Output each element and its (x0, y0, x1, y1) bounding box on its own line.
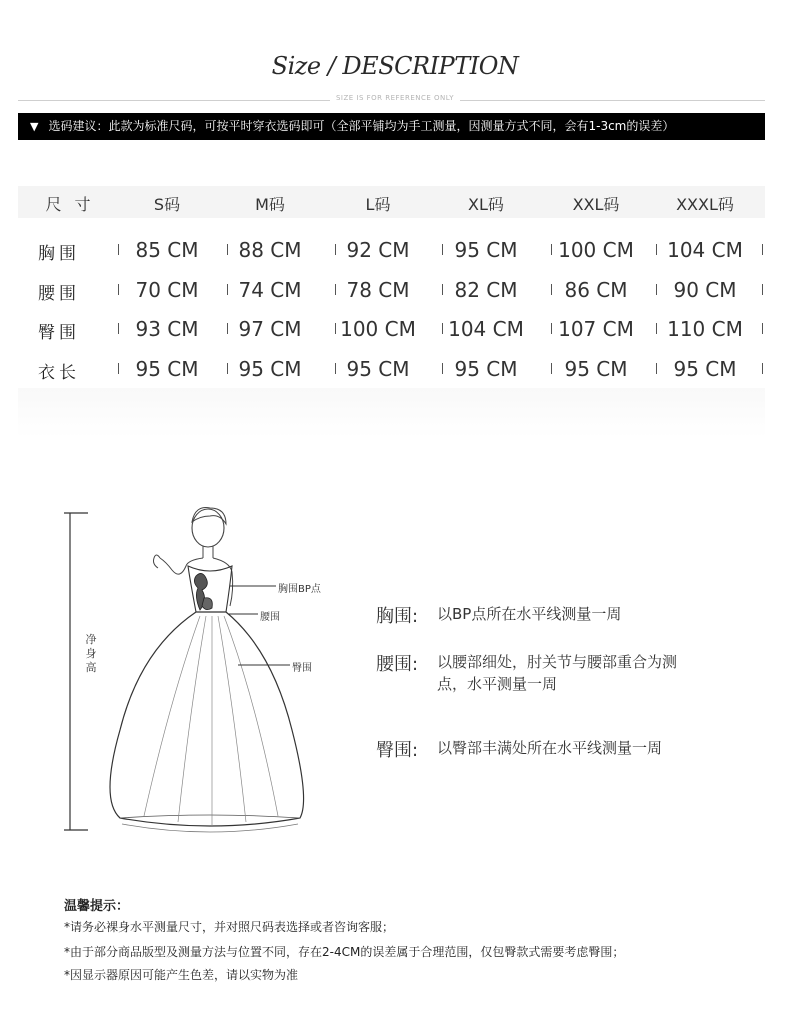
size-value-cell: 95 CM (238, 357, 302, 381)
size-value-cell: 92 CM (346, 238, 410, 262)
size-value-cell: 95 CM (454, 238, 518, 262)
size-value-cell: 95 CM (135, 357, 199, 381)
hip-annotation: 臀围 (292, 663, 312, 674)
page-subtitle: SIZE IS FOR REFERENCE ONLY (0, 94, 790, 102)
measure-guide-text: 以BP点所在水平线测量一周 (437, 605, 622, 623)
size-value-cell: 110 CM (667, 317, 743, 341)
measure-guide-label: 胸围: (376, 606, 419, 627)
measure-guide-label: 腰围: (376, 654, 419, 675)
size-column-header: S码 (153, 195, 181, 214)
table-footer-band (18, 388, 765, 438)
size-value-cell: 82 CM (454, 278, 518, 302)
size-value-cell: 95 CM (346, 357, 410, 381)
size-value-cell: 74 CM (238, 278, 302, 302)
measure-guide-label: 臀围: (376, 740, 419, 761)
measurement-row-label: 衣长 (38, 363, 80, 383)
tip-item: *由于部分商品版型及测量方法与位置不同，存在2-4CM的误差属于合理范围，仅包臀款式需要考虑臀围； (64, 945, 625, 959)
size-value-cell: 97 CM (238, 317, 302, 341)
size-value-cell: 95 CM (564, 357, 628, 381)
size-value-cell: 86 CM (564, 278, 628, 302)
cell-separator (762, 323, 763, 334)
size-value-cell: 70 CM (135, 278, 199, 302)
size-value-cell: 100 CM (340, 317, 416, 341)
size-value-cell: 93 CM (135, 317, 199, 341)
size-column-header: L码 (365, 195, 391, 214)
measure-guide-text: 以腰部细处，肘关节与腰部重合为测 (437, 653, 678, 671)
dress-figure-illustration (60, 500, 320, 840)
size-value-cell: 90 CM (673, 278, 737, 302)
bust-annotation: 胸围BP点 (278, 584, 321, 595)
measurement-row-label: 腰围 (38, 284, 80, 304)
cell-separator (762, 363, 763, 374)
size-advice-banner (18, 113, 765, 140)
page-title: Size / DESCRIPTION (271, 52, 519, 80)
size-column-header: M码 (255, 195, 285, 214)
tips-title: 温馨提示： (64, 899, 130, 914)
height-label: 净身高 (85, 633, 97, 674)
size-value-cell: 78 CM (346, 278, 410, 302)
size-column-header: XL码 (468, 195, 504, 214)
size-value-cell: 100 CM (558, 238, 634, 262)
size-value-cell: 85 CM (135, 238, 199, 262)
tip-item: *请务必裸身水平测量尺寸，并对照尺码表选择或者咨询客服； (64, 920, 395, 934)
size-value-cell: 88 CM (238, 238, 302, 262)
measure-guide-text: 以臀部丰满处所在水平线测量一周 (437, 739, 663, 757)
size-advice-text: 选码建议：此款为标准尺码，可按平时穿衣选码即可（全部平铺均为手工测量，因测量方式不同，会有1-3cm的误差） (48, 119, 675, 133)
size-column-header: XXXL码 (676, 195, 734, 214)
size-value-cell: 107 CM (558, 317, 634, 341)
tip-item: *因显示器原因可能产生色差，请以实物为准 (64, 968, 299, 982)
size-value-cell: 95 CM (454, 357, 518, 381)
size-column-header: XXL码 (572, 195, 620, 214)
size-value-cell: 95 CM (673, 357, 737, 381)
triangle-down-icon: ▼ (30, 120, 39, 133)
cell-separator (762, 244, 763, 255)
waist-annotation: 腰围 (260, 612, 280, 623)
measurement-row-label: 臀围 (38, 323, 80, 343)
size-header-label: 尺 寸 (45, 195, 95, 214)
size-value-cell: 104 CM (667, 238, 743, 262)
cell-separator (762, 284, 763, 295)
measure-guide-text: 点，水平测量一周 (437, 675, 558, 693)
measurement-row-label: 胸围 (38, 244, 80, 264)
size-value-cell: 104 CM (448, 317, 524, 341)
